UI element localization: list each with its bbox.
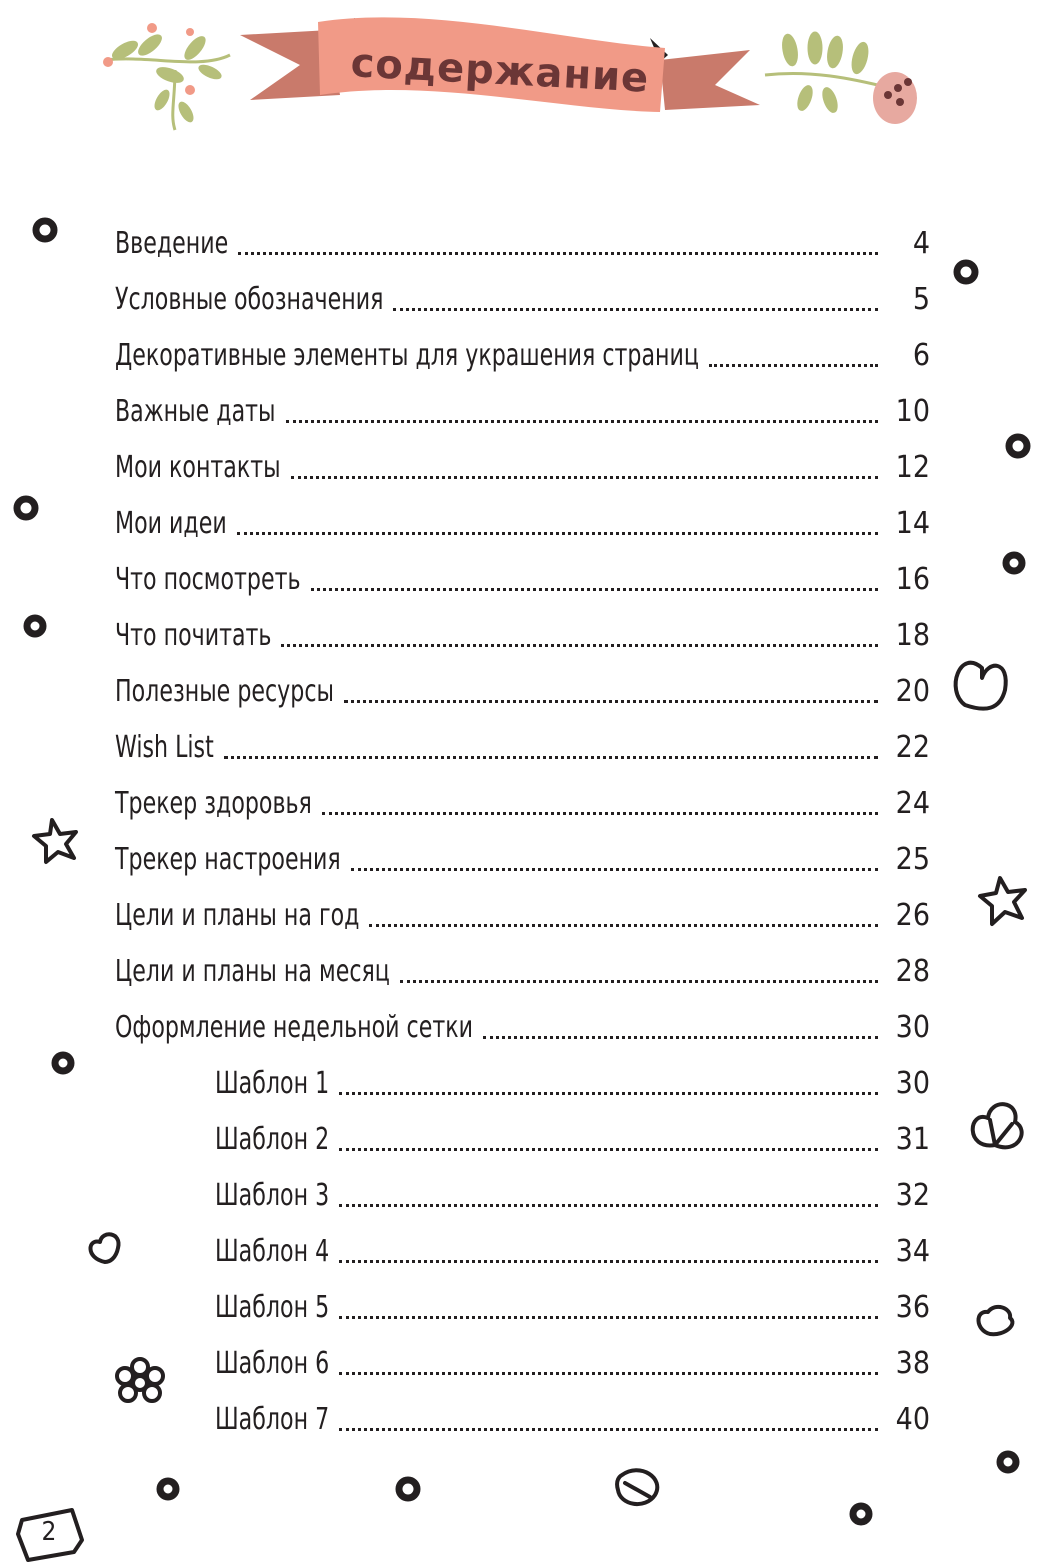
toc-entry-page: 16 (895, 562, 930, 597)
toc-entry-label: Цели и планы на год (115, 898, 360, 933)
heart-icon (90, 1234, 118, 1262)
toc-entry-page: 14 (895, 506, 930, 541)
dot-ring-icon (399, 1480, 417, 1498)
toc-entry-page: 5 (912, 282, 930, 317)
toc-entry-label: Трекер настроения (115, 842, 341, 877)
toc-entry-page: 4 (912, 226, 930, 261)
dot-ring-icon (853, 1506, 869, 1522)
toc-entry-label: Шаблон 3 (215, 1178, 330, 1213)
dot-ring-icon (1006, 555, 1022, 571)
toc-entry-page: 26 (895, 898, 930, 933)
dot-ring-icon (1009, 437, 1027, 455)
toc-entry-label: Мои контакты (115, 450, 281, 485)
toc-entry-label: Полезные ресурсы (115, 674, 334, 709)
toc-entry-page: 30 (895, 1066, 930, 1101)
star-icon (34, 820, 76, 862)
toc-entry-page: 10 (895, 394, 930, 429)
dot-ring-icon (27, 618, 43, 634)
toc-entry-page: 34 (895, 1234, 930, 1269)
toc-entry-label: Условные обозначения (115, 282, 384, 317)
toc-entry-page: 32 (895, 1178, 930, 1213)
toc-entry-label: Шаблон 5 (215, 1290, 330, 1325)
toc-entry-label: Важные даты (115, 394, 276, 429)
dot-ring-icon (1000, 1454, 1016, 1470)
toc-entry-label: Цели и планы на месяц (115, 954, 390, 989)
dot-ring-icon (55, 1055, 71, 1071)
toc-entry-label: Wish List (115, 730, 214, 765)
toc-entry-label: Декоративные элементы для украшения страниц (115, 338, 699, 373)
toc-entry-page: 12 (895, 450, 930, 485)
toc-entry-page: 20 (895, 674, 930, 709)
toc-entry-label: Мои идеи (115, 506, 227, 541)
toc-entry-label: Что почитать (115, 618, 272, 653)
toc-entry-label: Шаблон 4 (215, 1234, 330, 1269)
dot-ring-icon (36, 221, 54, 239)
flower-icon (117, 1359, 163, 1401)
dot-ring-icon (17, 499, 35, 517)
leaf-doodle-icon (617, 1470, 657, 1504)
dot-ring-icon (160, 1481, 176, 1497)
toc-entry-page: 36 (895, 1290, 930, 1325)
toc-entry-label: Что посмотреть (115, 562, 301, 597)
toc-entry-page: 40 (895, 1402, 930, 1437)
dot-ring-icon (957, 263, 975, 281)
toc-entry-page: 18 (895, 618, 930, 653)
heart-icon (978, 1307, 1012, 1334)
toc-entry-label: Шаблон 7 (215, 1402, 330, 1437)
toc-entry-page: 25 (895, 842, 930, 877)
star-icon (980, 878, 1025, 924)
toc-entry-page: 22 (895, 730, 930, 765)
toc-entry-page: 31 (895, 1122, 930, 1157)
toc-entry-page: 24 (895, 786, 930, 821)
toc-entry-label: Шаблон 1 (215, 1066, 330, 1101)
heart-icon (956, 663, 1006, 709)
toc-entry-page: 28 (895, 954, 930, 989)
toc-entry-page: 30 (895, 1010, 930, 1045)
toc-entry-label: Шаблон 2 (215, 1122, 330, 1157)
page-number: 2 (41, 1517, 57, 1547)
toc-entry-label: Шаблон 6 (215, 1346, 330, 1381)
toc-entry-page: 38 (895, 1346, 930, 1381)
toc-entry-label: Введение (115, 226, 229, 261)
page-title: содержание (349, 40, 651, 102)
toc-entry-page: 6 (912, 338, 930, 373)
toc-entry-label: Трекер здоровья (115, 786, 312, 821)
toc-entry-label: Оформление недельной сетки (115, 1010, 473, 1045)
